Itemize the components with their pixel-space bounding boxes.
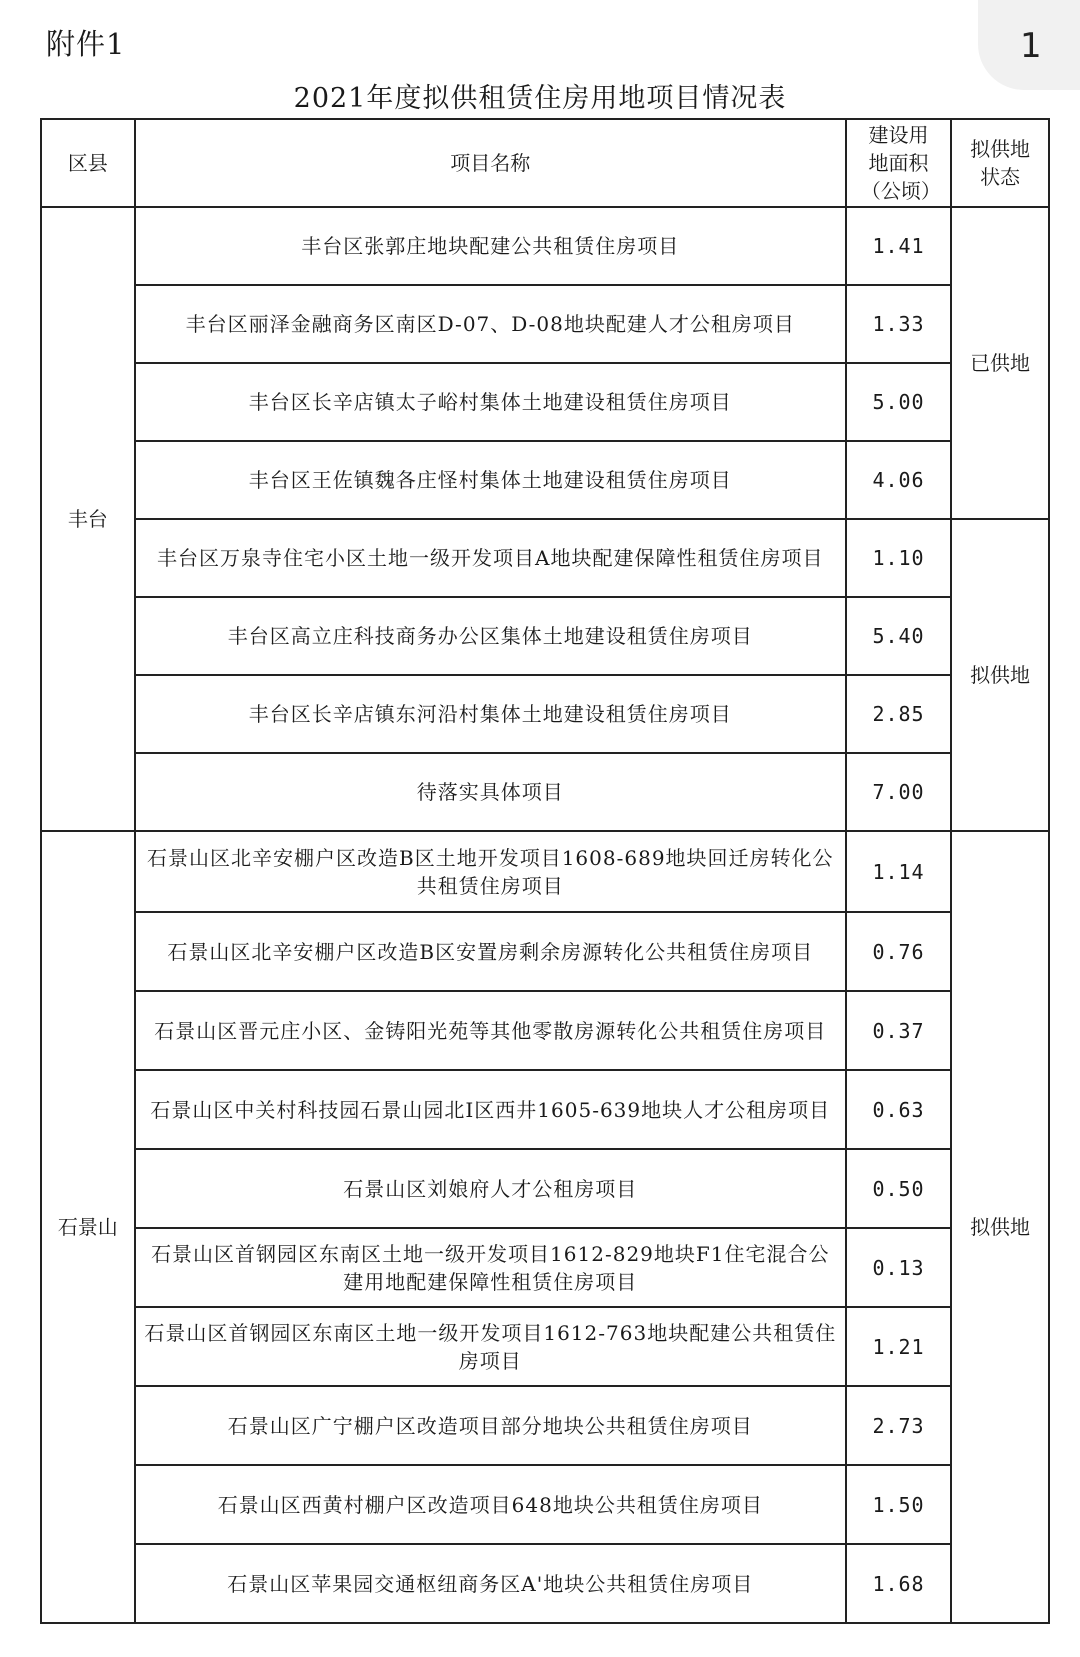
table-row xyxy=(41,753,1049,831)
area-cell: 0.63 xyxy=(846,1070,951,1149)
land-supply-table xyxy=(40,118,1050,1624)
county-cell-shijingshan: 石景山 xyxy=(41,831,135,1623)
county-cell-fengtai: 丰台 xyxy=(41,207,135,831)
area-cell: 2.73 xyxy=(846,1386,951,1465)
area-cell: 5.00 xyxy=(846,363,951,441)
page-number: 1 xyxy=(1020,26,1042,66)
area-cell: 0.13 xyxy=(846,1228,951,1307)
area-cell: 1.50 xyxy=(846,1465,951,1544)
project-name-cell: 石景山区中关村科技园石景山园北Ⅰ区西井1605-639地块人才公租房项目 xyxy=(135,1070,846,1149)
project-name-cell: 石景山区西黄村棚户区改造项目648地块公共租赁住房项目 xyxy=(135,1465,846,1544)
project-name-cell: 丰台区长辛店镇太子峪村集体土地建设租赁住房项目 xyxy=(135,363,846,441)
document-title: 2021年度拟供租赁住房用地项目情况表 xyxy=(293,83,787,114)
status-cell-planned: 拟供地 xyxy=(951,831,1049,1623)
project-name-cell: 待落实具体项目 xyxy=(135,753,846,831)
project-name-cell: 丰台区张郭庄地块配建公共租赁住房项目 xyxy=(135,207,846,285)
table-header-row xyxy=(41,119,1049,207)
project-name-cell: 石景山区北辛安棚户区改造B区安置房剩余房源转化公共租赁住房项目 xyxy=(135,912,846,991)
area-cell: 2.85 xyxy=(846,675,951,753)
area-cell: 1.41 xyxy=(846,207,951,285)
area-cell: 7.00 xyxy=(846,753,951,831)
project-name-cell: 丰台区长辛店镇东河沿村集体土地建设租赁住房项目 xyxy=(135,675,846,753)
project-name-cell: 石景山区首钢园区东南区土地一级开发项目1612-829地块F1住宅混合公建用地配建保障性租赁住房项目 xyxy=(135,1228,846,1307)
table-row xyxy=(41,991,1049,1070)
table-row xyxy=(41,831,1049,912)
table-row xyxy=(41,1386,1049,1465)
area-cell: 5.40 xyxy=(846,597,951,675)
table-row xyxy=(41,1149,1049,1228)
table-row xyxy=(41,207,1049,285)
attachment-label: 附件1 xyxy=(46,27,126,61)
table-row xyxy=(41,441,1049,519)
area-cell: 0.76 xyxy=(846,912,951,991)
table-row xyxy=(41,519,1049,597)
table-row xyxy=(41,597,1049,675)
project-name-cell: 丰台区高立庄科技商务办公区集体土地建设租赁住房项目 xyxy=(135,597,846,675)
table-row xyxy=(41,1544,1049,1623)
area-cell: 1.21 xyxy=(846,1307,951,1386)
project-name-cell: 石景山区北辛安棚户区改造B区土地开发项目1608-689地块回迁房转化公共租赁住房项目 xyxy=(135,831,846,912)
table-row xyxy=(41,1070,1049,1149)
header-status: 拟供地状态 xyxy=(951,119,1049,207)
table-row xyxy=(41,1307,1049,1386)
area-cell: 0.37 xyxy=(846,991,951,1070)
area-cell: 1.68 xyxy=(846,1544,951,1623)
status-cell-supplied: 已供地 xyxy=(951,207,1049,519)
project-name-cell: 石景山区刘娘府人才公租房项目 xyxy=(135,1149,846,1228)
project-name-cell: 石景山区苹果园交通枢纽商务区A'地块公共租赁住房项目 xyxy=(135,1544,846,1623)
area-cell: 1.33 xyxy=(846,285,951,363)
area-cell: 1.14 xyxy=(846,831,951,912)
area-cell: 4.06 xyxy=(846,441,951,519)
project-name-cell: 石景山区广宁棚户区改造项目部分地块公共租赁住房项目 xyxy=(135,1386,846,1465)
table-row xyxy=(41,1465,1049,1544)
table-row xyxy=(41,675,1049,753)
table-row xyxy=(41,363,1049,441)
header-project-name: 项目名称 xyxy=(135,119,846,207)
table-row xyxy=(41,285,1049,363)
header-county: 区县 xyxy=(41,119,135,207)
area-cell: 0.50 xyxy=(846,1149,951,1228)
project-name-cell: 石景山区晋元庄小区、金铸阳光苑等其他零散房源转化公共租赁住房项目 xyxy=(135,991,846,1070)
area-cell: 1.10 xyxy=(846,519,951,597)
project-name-cell: 丰台区万泉寺住宅小区土地一级开发项目A地块配建保障性租赁住房项目 xyxy=(135,519,846,597)
project-name-cell: 丰台区丽泽金融商务区南区D-07、D-08地块配建人才公租房项目 xyxy=(135,285,846,363)
project-name-cell: 丰台区王佐镇魏各庄怪村集体土地建设租赁住房项目 xyxy=(135,441,846,519)
table-row xyxy=(41,912,1049,991)
status-cell-planned: 拟供地 xyxy=(951,519,1049,831)
table-row xyxy=(41,1228,1049,1307)
project-name-cell: 石景山区首钢园区东南区土地一级开发项目1612-763地块配建公共租赁住房项目 xyxy=(135,1307,846,1386)
header-area: 建设用地面积（公顷） xyxy=(846,119,951,207)
